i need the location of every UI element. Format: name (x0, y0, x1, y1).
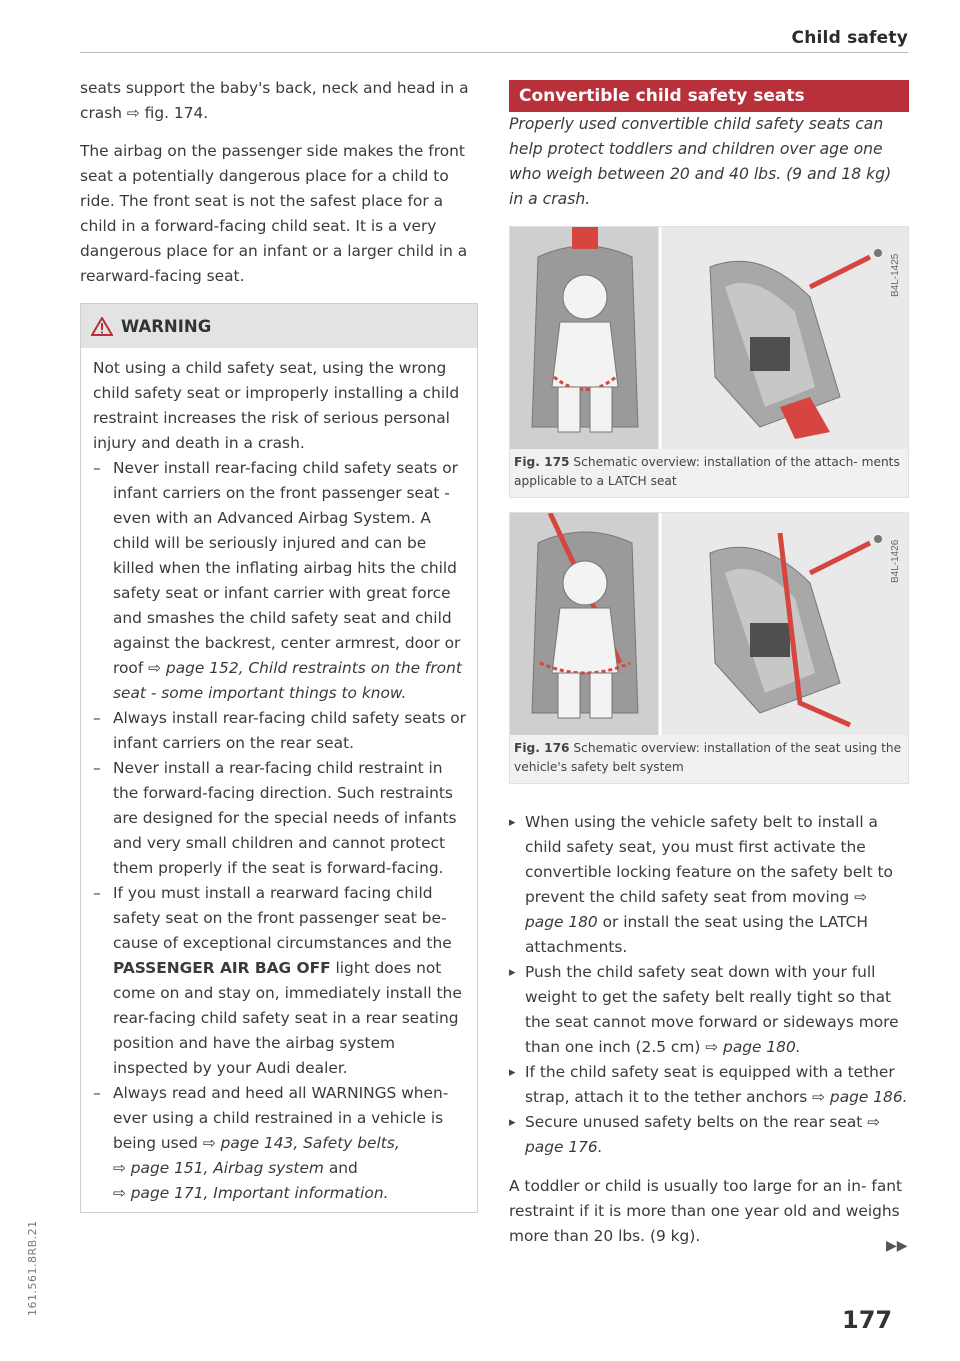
page-reference[interactable]: ⇨ page 151, Airbag system (113, 1159, 324, 1177)
figure-176 (509, 512, 909, 784)
section-intro: Properly used convertible child safety seats can help protect toddlers and children over age one who weigh between 20 and 40 lbs. (9 and 18 kg) in a crash. (509, 115, 892, 208)
section-heading: Convertible child safety seats (509, 80, 909, 112)
airbag-off-light-label: PASSENGER AIR BAG OFF (113, 959, 331, 977)
side-code: 161.561.8RB.21 (26, 1220, 39, 1316)
page-reference[interactable]: ⇨ page 171, Important information. (113, 1184, 389, 1202)
page-reference[interactable]: ⇨ page 176. (525, 1113, 881, 1156)
warning-triangle-icon (91, 317, 113, 336)
instruction-step: ▸ Secure unused safety belts on the rear seat ⇨ page 176. (509, 1110, 909, 1160)
paragraph-intro-2: The airbag on the passenger side makes the front seat a potentially dangerous place for a child to ride. The front seat is not the safest place for a child in a forward-facing child seat. It is a very dangerous place for an infant or a larger child in a rearward-facing seat. (80, 142, 468, 285)
closing-paragraph: A toddler or child is usually too large for an in- fant restraint if it is more than one year old and weighs more than 20 lbs. (9 kg). (509, 1177, 903, 1245)
page-reference[interactable]: ⇨ page 180. (705, 1038, 801, 1056)
warning-item: – Always install rear-facing child safety seats or infant carriers on the rear seat. (93, 706, 467, 756)
latch-seat-illustration (510, 227, 908, 449)
warning-item: – If you must install a rearward facing child safety seat on the front passenger seat be- cause of exceptional circumstances and the PASSENGER AIR BAG OFF light does not come on and stay on, immediately install the rear-facing child safety seat in a rear seating position and have the airbag system inspected by your Audi dealer. (93, 881, 467, 1081)
page-reference[interactable]: ⇨ page 180 (525, 888, 868, 931)
figure-code: B4L-1425 (890, 253, 901, 297)
continue-arrow-icon: ▶▶ (886, 1238, 908, 1254)
instruction-step: ▸ If the child safety seat is equipped with a tether strap, attach it to the tether anchors ⇨ page 186. (509, 1060, 909, 1110)
figure-caption: Fig. 176 Schematic overview: installation of the seat using the vehicle's safety belt system (514, 741, 902, 774)
page-number: 177 (842, 1306, 893, 1334)
warning-item: – Never install rear-facing child safety seats or infant carriers on the front passenger seat - even with an Advanced Airbag System. A child will be seriously injured and can be killed when the inflating airbag hits the child safety seat or infant carrier with great force and smashes the child safety seat and child against the backrest, center armrest, door or roof ⇨ page 152, Child restraints on the front seat - some important things to know. (93, 456, 467, 706)
warning-box (80, 303, 478, 1213)
warning-list (93, 456, 467, 1206)
warning-body (81, 348, 477, 1212)
page-reference[interactable]: ⇨ page 143, Safety belts, (202, 1134, 400, 1152)
header-rule (80, 52, 908, 53)
warning-title: WARNING (121, 316, 212, 336)
paragraph-intro-1: seats support the baby's back, neck and head in a crash ⇨ fig. 174. (80, 79, 469, 122)
left-column (80, 76, 478, 1213)
warning-header (81, 304, 477, 348)
warning-lead: Not using a child safety seat, using the wrong child safety seat or improperly installing a child restraint increases the risk of serious personal injury and death in a crash. (93, 359, 460, 452)
belt-seat-illustration (510, 513, 908, 735)
warning-item: – Never install a rear-facing child restraint in the forward-facing direction. Such restraints are designed for the special needs of infants and very small children and cannot protect them properly if the seat is forward-facing. (93, 756, 467, 881)
instruction-step: ▸ Push the child safety seat down with your full weight to get the safety belt really tight so that the seat cannot move forward or sideways more than one inch (2.5 cm) ⇨ page 180. (509, 960, 909, 1060)
instruction-step: ▸ When using the vehicle safety belt to install a child safety seat, you must first activate the convertible locking feature on the safety belt to prevent the child safety seat from moving ⇨ page 180 or install the seat using the LATCH attachments. (509, 810, 909, 960)
figure-caption: Fig. 175 Schematic overview: installation of the attach- ments applicable to a LATCH seat (514, 455, 900, 488)
page-reference[interactable]: ⇨ page 186. (812, 1088, 908, 1106)
right-column (509, 80, 909, 1249)
page-reference[interactable]: ⇨ page 152, Child restraints on the front seat - some important things to know. (113, 659, 462, 702)
figure-code: B4L-1426 (890, 539, 901, 583)
figure-175 (509, 226, 909, 498)
running-header: Child safety (791, 28, 908, 48)
instruction-list (509, 810, 909, 1160)
warning-item: – Always read and heed all WARNINGS when- ever using a child restrained in a vehicle is being used ⇨ page 143, Safety belts, ⇨ page 151, Airbag system and ⇨ page 171, Important information. (93, 1081, 467, 1206)
